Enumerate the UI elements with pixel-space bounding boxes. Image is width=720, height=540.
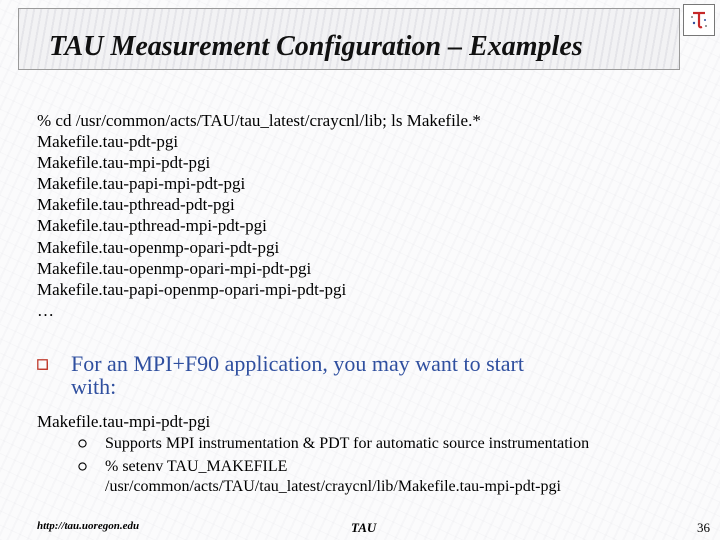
- code-line: % cd /usr/common/acts/TAU/tau_latest/craycnl/lib; ls Makefile.*: [37, 111, 481, 130]
- footer-center-label: TAU: [351, 520, 377, 535]
- code-line: Makefile.tau-mpi-pdt-pgi: [37, 153, 211, 173]
- code-line: Makefile.tau-pthread-mpi-pdt-pgi: [37, 216, 267, 236]
- circle-bullet-icon: [78, 462, 87, 471]
- sub-bullet-line-1: % setenv TAU_MAKEFILE: [105, 458, 288, 475]
- code-line: Makefile.tau-papi-mpi-pdt-pgi: [37, 174, 246, 194]
- tau-logo-icon: [683, 4, 715, 36]
- footer-url: http://tau.uoregon.edu: [37, 520, 140, 532]
- code-line-ellipsis: …: [37, 300, 54, 320]
- code-listing: [37, 110, 481, 321]
- sub-bullet-line-2: /usr/common/acts/TAU/tau_latest/craycnl/lib/Makefile.tau-mpi-pdt-pgi: [105, 478, 561, 495]
- code-line: Makefile.tau-openmp-opari-pdt-pgi: [37, 237, 280, 257]
- sub-bullet-text: Supports MPI instrumentation & PDT for automatic source instrumentation: [105, 435, 590, 452]
- circle-bullet-icon: [78, 439, 87, 448]
- sub-bullet-text: [105, 457, 561, 497]
- bullet-text: [71, 352, 671, 398]
- bullet-line-1: For an MPI+F90 application, you may want to start: [71, 351, 524, 376]
- code-line: Makefile.tau-pdt-pgi: [37, 132, 179, 152]
- bullet-line-2: with:: [71, 374, 117, 399]
- slide-title: TAU Measurement Configuration – Examples: [49, 31, 583, 62]
- square-bullet-icon: [37, 359, 48, 370]
- page-number: 36: [697, 520, 710, 535]
- code-line: Makefile.tau-pthread-pdt-pgi: [37, 195, 235, 215]
- title-bar: [18, 8, 680, 70]
- makefile-line: Makefile.tau-mpi-pdt-pgi: [37, 412, 211, 431]
- code-line: Makefile.tau-openmp-opari-mpi-pdt-pgi: [37, 258, 312, 278]
- code-line: Makefile.tau-papi-openmp-opari-mpi-pdt-pgi: [37, 279, 347, 299]
